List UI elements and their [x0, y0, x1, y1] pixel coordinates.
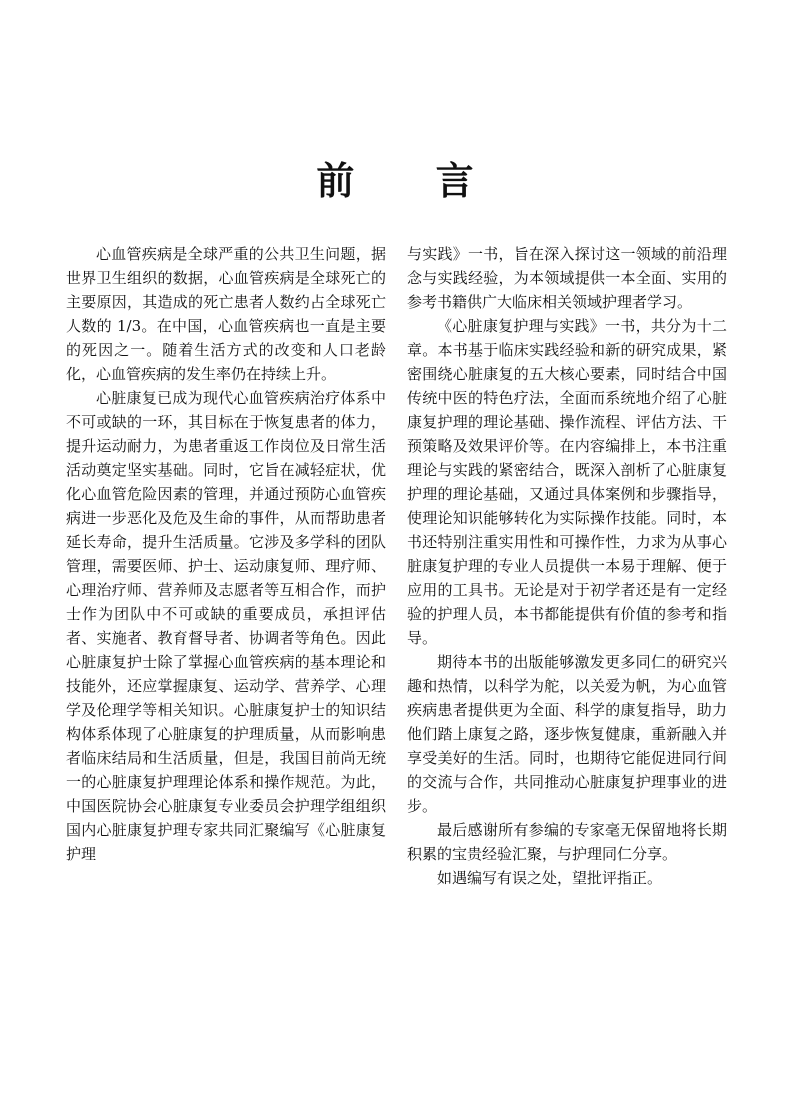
paragraph: 最后感谢所有参编的专家毫无保留地将长期积累的宝贵经验汇聚，与护理同仁分享。	[407, 821, 727, 863]
left-column	[66, 242, 386, 866]
paragraph: 心血管疾病是全球严重的公共卫生问题，据世界卫生组织的数据，心血管疾病是全球死亡的主要原因，其造成的死亡患者人数约占全球死亡人数的 1/3。在中国，心血管疾病也一直是主要的死因之一。随着生活方式的改变和人口老龄化，心血管疾病的发生率仍在持续上升。	[66, 245, 386, 383]
paragraph: 心脏康复已成为现代心血管疾病治疗体系中不可或缺的一环，其目标在于恢复患者的体力，提升运动耐力，为患者重返工作岗位及日常生活活动奠定坚实基础。同时，它旨在减轻症状，优化心血管危险因素的管理，并通过预防心血管疾病进一步恶化及危及生命的事件，从而帮助患者延长寿命，提升生活质量。它涉及多学科的团队管理，需要医师、护士、运动康复师、理疗师、心理治疗师、营养师及志愿者等互相合作，而护士作为团队中不可或缺的重要成员，承担评估者、实施者、教育督导者、协调者等角色。因此心脏康复护士除了掌握心血管疾病的基本理论和技能外，还应掌握康复、运动学、营养学、心理学及伦理学等相关知识。心脏康复护士的知识结构体系体现了心脏康复的护理质量，从而影响患者临床结局和生活质量，但是，我国目前尚无统一的心脏康复护理理论体系和操作规范。为此，中国医院协会心脏康复专业委员会护理学组组织国内心脏康复护理专家共同汇聚编写《心脏康复护理	[66, 389, 386, 863]
paragraph: 期待本书的出版能够激发更多同仁的研究兴趣和热情，以科学为舵，以关爱为帆，为心血管疾病患者提供更为全面、科学的康复指导，助力他们踏上康复之路，逐步恢复健康，重新融入并享受美好的生活。同时，也期待它能促进同行间的交流与合作，共同推动心脏康复护理事业的进步。	[407, 653, 727, 815]
page-title: 前 言	[316, 158, 508, 203]
paragraph-continuation: 与实践》一书，旨在深入探讨这一领域的前沿理念与实践经验，为本领域提供一本全面、实用的参考书籍供广大临床相关领域护理者学习。	[407, 245, 727, 311]
paragraph: 如遇编写有误之处，望批评指正。	[437, 869, 663, 887]
right-column	[407, 242, 727, 890]
paragraph: 《心脏康复护理与实践》一书，共分为十二章。本书基于临床实践经验和新的研究成果，紧密围绕心脏康复的五大核心要素，同时结合中国传统中医的特色疗法，全面而系统地介绍了心脏康复护理的理论基础、操作流程、评估方法、干预策略及效果评价等。在内容编排上，本书注重理论与实践的紧密结合，既深入剖析了心脏康复护理的理论基础，又通过具体案例和步骤指导，使理论知识能够转化为实际操作技能。同时，本书还特别注重实用性和可操作性，力求为从事心脏康复护理的专业人员提供一本易于理解、便于应用的工具书。无论是对于初学者还是有一定经验的护理人员，本书都能提供有价值的参考和指导。	[407, 317, 727, 647]
